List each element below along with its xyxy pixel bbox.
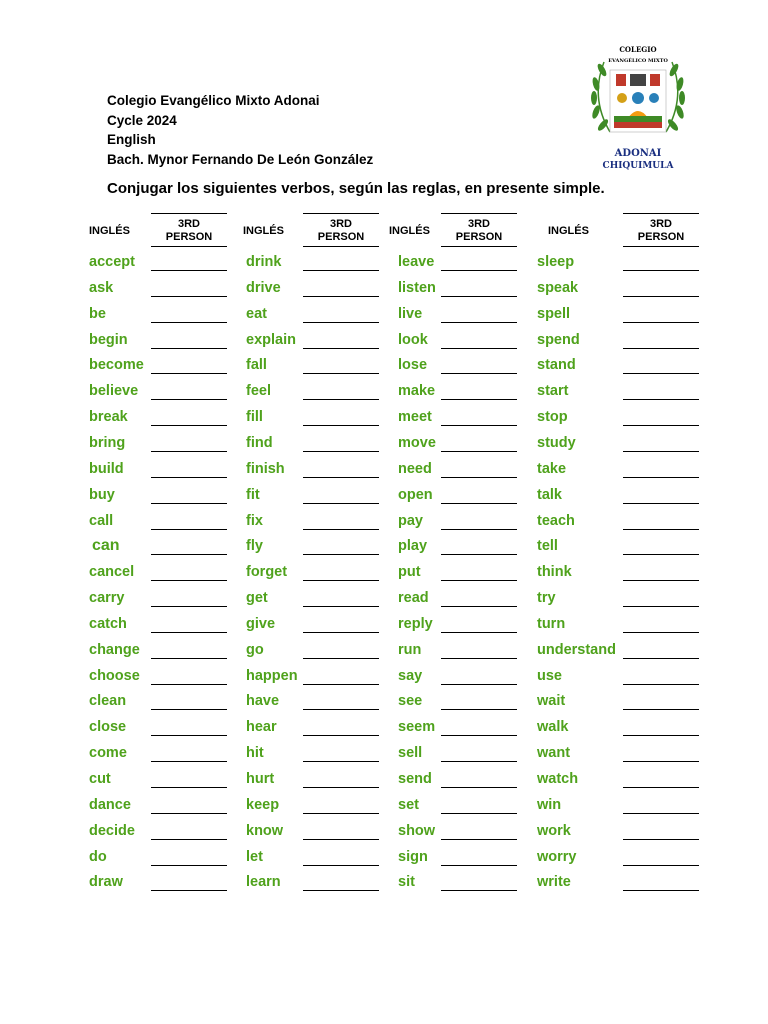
school-name: Colegio Evangélico Mixto Adonai <box>107 93 320 108</box>
answer-blank-line[interactable] <box>623 425 699 426</box>
verb-item: understand <box>537 641 616 658</box>
answer-blank-line[interactable] <box>623 865 699 866</box>
verb-item: fly <box>246 538 263 555</box>
answer-blank-line[interactable] <box>151 296 227 297</box>
verb-item: look <box>398 331 428 348</box>
column-header-third-person <box>441 213 517 247</box>
answer-blank-line[interactable] <box>441 865 517 866</box>
verb-item: play <box>398 538 428 555</box>
verb-item: eat <box>246 305 267 322</box>
answer-blank-line[interactable] <box>623 270 699 271</box>
answer-blank-line[interactable] <box>303 787 379 788</box>
verb-item: make <box>398 383 436 400</box>
answer-blank-line[interactable] <box>303 529 379 530</box>
verb-item: come <box>89 745 127 762</box>
column-header-third-line2: PERSON <box>637 231 685 243</box>
column-header-third-person <box>303 213 379 247</box>
answer-blank-line[interactable] <box>441 684 517 685</box>
column-header-third-line1: 3RD <box>467 218 490 230</box>
answer-blank-line[interactable] <box>303 890 379 891</box>
verb-item: happen <box>246 667 298 684</box>
answer-blank-line[interactable] <box>303 865 379 866</box>
verb-item: wait <box>537 693 566 710</box>
answer-blank-line[interactable] <box>441 554 517 555</box>
verb-item: find <box>246 434 273 451</box>
column-header-third-line2: PERSON <box>455 231 503 243</box>
verb-item: want <box>537 745 571 762</box>
instruction-text: Conjugar los siguientes verbos, según las reglas, en presente simple. <box>107 180 605 197</box>
answer-blank-line[interactable] <box>623 632 699 633</box>
answer-blank-line[interactable] <box>441 890 517 891</box>
answer-blank-line[interactable] <box>623 813 699 814</box>
answer-blank-line[interactable] <box>151 632 227 633</box>
column-header-third-line1: 3RD <box>649 218 672 230</box>
teacher-name: Bach. Mynor Fernando De León González <box>107 151 374 167</box>
verb-item: study <box>537 434 576 451</box>
answer-blank-line[interactable] <box>303 270 379 271</box>
answer-blank-line[interactable] <box>623 839 699 840</box>
answer-blank-line[interactable] <box>623 580 699 581</box>
verb-item: let <box>246 848 263 865</box>
verb-item: put <box>398 564 421 581</box>
verb-item: win <box>537 796 562 813</box>
answer-blank-line[interactable] <box>303 735 379 736</box>
answer-blank-line[interactable] <box>151 839 227 840</box>
column-header-third-line1: 3RD <box>329 218 352 230</box>
verb-item: give <box>246 615 276 632</box>
answer-blank-line[interactable] <box>151 580 227 581</box>
verb-item: build <box>89 460 124 477</box>
verb-item: start <box>537 383 569 400</box>
verb-item: hurt <box>246 771 275 787</box>
column-header-ingles: INGLÉS <box>548 225 589 237</box>
verb-item: spell <box>537 305 571 322</box>
answer-blank-line[interactable] <box>151 373 227 374</box>
answer-blank-line[interactable] <box>623 735 699 736</box>
verb-item: tell <box>537 538 558 555</box>
answer-blank-line[interactable] <box>623 787 699 788</box>
answer-blank-line[interactable] <box>623 658 699 659</box>
answer-blank-line[interactable] <box>151 658 227 659</box>
subject-name: English <box>107 132 156 147</box>
answer-blank-line[interactable] <box>623 761 699 762</box>
answer-blank-line[interactable] <box>151 761 227 762</box>
answer-blank-line[interactable] <box>303 451 379 452</box>
answer-blank-line[interactable] <box>441 373 517 374</box>
column-header-ingles: INGLÉS <box>389 225 430 237</box>
answer-blank-line[interactable] <box>151 787 227 788</box>
answer-blank-line[interactable] <box>623 451 699 452</box>
verb-item: speak <box>537 279 579 296</box>
verb-item: work <box>537 822 571 839</box>
answer-blank-line[interactable] <box>623 554 699 555</box>
answer-blank-line[interactable] <box>623 503 699 504</box>
answer-blank-line[interactable] <box>151 503 227 504</box>
verb-item: feel <box>246 383 271 400</box>
answer-blank-line[interactable] <box>441 322 517 323</box>
verb-item: draw <box>89 874 123 891</box>
verb-item: have <box>246 693 280 710</box>
logo-arc-text: EVANGÉLICO MIXTO <box>608 58 668 64</box>
verb-item: sell <box>398 745 423 762</box>
answer-blank-line[interactable] <box>441 709 517 710</box>
answer-blank-line[interactable] <box>151 684 227 685</box>
verb-item: decide <box>89 822 135 839</box>
verb-item: finish <box>246 460 285 477</box>
verb-item: dance <box>89 796 131 813</box>
column-header-third-line1: 3RD <box>177 218 200 230</box>
verb-item: learn <box>246 874 281 891</box>
verb-item: keep <box>246 796 280 813</box>
answer-blank-line[interactable] <box>303 322 379 323</box>
verb-item: become <box>89 357 144 374</box>
answer-blank-line[interactable] <box>303 425 379 426</box>
verb-item: seem <box>398 719 436 736</box>
column-header-third-line2: PERSON <box>317 231 365 243</box>
answer-blank-line[interactable] <box>151 425 227 426</box>
column-header-ingles: INGLÉS <box>243 225 284 237</box>
verb-item: use <box>537 667 562 684</box>
answer-blank-line[interactable] <box>151 477 227 478</box>
answer-blank-line[interactable] <box>151 348 227 349</box>
verb-item: begin <box>89 331 128 348</box>
answer-blank-line[interactable] <box>441 529 517 530</box>
verb-item: read <box>398 590 429 607</box>
answer-blank-line[interactable] <box>441 839 517 840</box>
answer-blank-line[interactable] <box>151 709 227 710</box>
verb-item: stand <box>537 357 576 374</box>
answer-blank-line[interactable] <box>151 270 227 271</box>
answer-blank-line[interactable] <box>151 606 227 607</box>
school-crest-icon <box>588 40 688 175</box>
verb-item: call <box>89 512 114 529</box>
verb-item: stop <box>537 409 568 426</box>
verb-item: cut <box>89 771 111 787</box>
verb-item: write <box>537 874 571 891</box>
answer-blank-line[interactable] <box>303 580 379 581</box>
verb-item: sign <box>398 848 428 865</box>
answer-blank-line[interactable] <box>441 761 517 762</box>
answer-blank-line[interactable] <box>441 632 517 633</box>
answer-blank-line[interactable] <box>441 477 517 478</box>
verb-item: need <box>398 460 432 477</box>
verb-item: know <box>246 822 284 839</box>
answer-blank-line[interactable] <box>151 890 227 891</box>
answer-blank-line[interactable] <box>151 813 227 814</box>
verb-item: fill <box>246 409 263 426</box>
verb-item: get <box>246 590 268 607</box>
answer-blank-line[interactable] <box>623 399 699 400</box>
verb-item: sit <box>398 874 415 891</box>
answer-blank-line[interactable] <box>303 554 379 555</box>
column-header-third-person <box>623 213 699 247</box>
verb-item: pay <box>398 512 423 529</box>
verb-item: change <box>89 641 140 658</box>
verb-item: take <box>537 460 567 477</box>
answer-blank-line[interactable] <box>303 709 379 710</box>
answer-blank-line[interactable] <box>441 451 517 452</box>
answer-blank-line[interactable] <box>623 529 699 530</box>
answer-blank-line[interactable] <box>441 503 517 504</box>
verb-item: cancel <box>89 564 135 581</box>
verb-item: sleep <box>537 254 575 270</box>
verb-item: fall <box>246 357 267 374</box>
answer-blank-line[interactable] <box>151 735 227 736</box>
answer-blank-line[interactable] <box>623 477 699 478</box>
answer-blank-line[interactable] <box>441 735 517 736</box>
school-cycle: Cycle 2024 <box>107 112 177 128</box>
verb-item: turn <box>537 615 566 632</box>
answer-blank-line[interactable] <box>441 399 517 400</box>
answer-blank-line[interactable] <box>623 296 699 297</box>
answer-blank-line[interactable] <box>303 684 379 685</box>
answer-blank-line[interactable] <box>151 399 227 400</box>
answer-blank-line[interactable] <box>303 761 379 762</box>
answer-blank-line[interactable] <box>623 684 699 685</box>
answer-blank-line[interactable] <box>151 554 227 555</box>
verb-item: show <box>398 822 436 839</box>
verb-item: clean <box>89 693 127 710</box>
verb-item: buy <box>89 486 115 503</box>
verb-item: break <box>89 409 128 426</box>
answer-blank-line[interactable] <box>303 399 379 400</box>
answer-blank-line[interactable] <box>303 813 379 814</box>
verb-item: ask <box>89 279 114 296</box>
document-header <box>107 91 373 169</box>
verb-item: worry <box>537 848 577 865</box>
verb-item: run <box>398 641 422 658</box>
logo-top-text: COLEGIO <box>619 45 657 54</box>
verb-item: accept <box>89 254 135 270</box>
verb-item: listen <box>398 279 436 296</box>
answer-blank-line[interactable] <box>303 658 379 659</box>
answer-blank-line[interactable] <box>623 890 699 891</box>
answer-blank-line[interactable] <box>441 787 517 788</box>
verb-item: meet <box>398 409 432 426</box>
verb-item: live <box>398 305 423 322</box>
answer-blank-line[interactable] <box>303 477 379 478</box>
answer-blank-line[interactable] <box>303 839 379 840</box>
column-header-ingles: INGLÉS <box>89 225 130 237</box>
verb-item: talk <box>537 486 562 503</box>
verb-item: go <box>246 641 264 658</box>
answer-blank-line[interactable] <box>151 451 227 452</box>
verb-item: drive <box>246 279 281 296</box>
answer-blank-line[interactable] <box>623 606 699 607</box>
verb-item: teach <box>537 512 575 529</box>
answer-blank-line[interactable] <box>151 322 227 323</box>
verb-item: fit <box>246 486 260 503</box>
answer-blank-line[interactable] <box>441 658 517 659</box>
verb-item: bring <box>89 434 126 451</box>
answer-blank-line[interactable] <box>623 348 699 349</box>
answer-blank-line[interactable] <box>441 580 517 581</box>
answer-blank-line[interactable] <box>303 606 379 607</box>
answer-blank-line[interactable] <box>441 606 517 607</box>
verb-item: explain <box>246 331 296 348</box>
answer-blank-line[interactable] <box>303 632 379 633</box>
answer-blank-line[interactable] <box>441 296 517 297</box>
answer-blank-line[interactable] <box>303 373 379 374</box>
verb-item: close <box>89 719 127 736</box>
answer-blank-line[interactable] <box>303 503 379 504</box>
verb-item: catch <box>89 615 127 632</box>
verb-item: believe <box>89 383 139 400</box>
verb-item: open <box>398 486 433 503</box>
verb-item: do <box>89 848 107 865</box>
verb-item: try <box>537 590 556 607</box>
answer-blank-line[interactable] <box>441 813 517 814</box>
verb-item: hear <box>246 719 277 736</box>
school-logo <box>588 40 688 175</box>
logo-name: ADONAI <box>614 148 662 159</box>
answer-blank-line[interactable] <box>303 296 379 297</box>
verb-item: drink <box>246 254 282 270</box>
verb-item: move <box>398 434 436 451</box>
answer-blank-line[interactable] <box>623 709 699 710</box>
answer-blank-line[interactable] <box>151 529 227 530</box>
verb-item: forget <box>246 564 288 581</box>
verb-item: set <box>398 796 419 813</box>
verb-item: see <box>398 693 423 710</box>
verb-item: reply <box>398 615 433 632</box>
verb-item: think <box>537 564 572 581</box>
verb-item: lose <box>398 357 428 374</box>
answer-blank-line[interactable] <box>623 373 699 374</box>
verb-item: be <box>89 305 106 322</box>
verb-item: spend <box>537 331 580 348</box>
answer-blank-line[interactable] <box>441 270 517 271</box>
column-header-third-person <box>151 213 227 247</box>
answer-blank-line[interactable] <box>623 322 699 323</box>
verb-item: choose <box>89 667 140 684</box>
verb-item: say <box>398 667 423 684</box>
verb-item: hit <box>246 745 264 762</box>
verb-item: send <box>398 771 432 787</box>
verb-item: fix <box>246 512 263 529</box>
answer-blank-line[interactable] <box>441 425 517 426</box>
verb-item: walk <box>537 719 569 736</box>
verb-item: leave <box>398 254 435 270</box>
answer-blank-line[interactable] <box>441 348 517 349</box>
answer-blank-line[interactable] <box>151 865 227 866</box>
verb-item: can <box>92 537 120 555</box>
answer-blank-line[interactable] <box>303 348 379 349</box>
column-header-third-line2: PERSON <box>165 231 213 243</box>
logo-city: CHIQUIMULA <box>602 161 674 171</box>
verb-item: carry <box>89 590 125 607</box>
verb-item: watch <box>537 771 579 787</box>
